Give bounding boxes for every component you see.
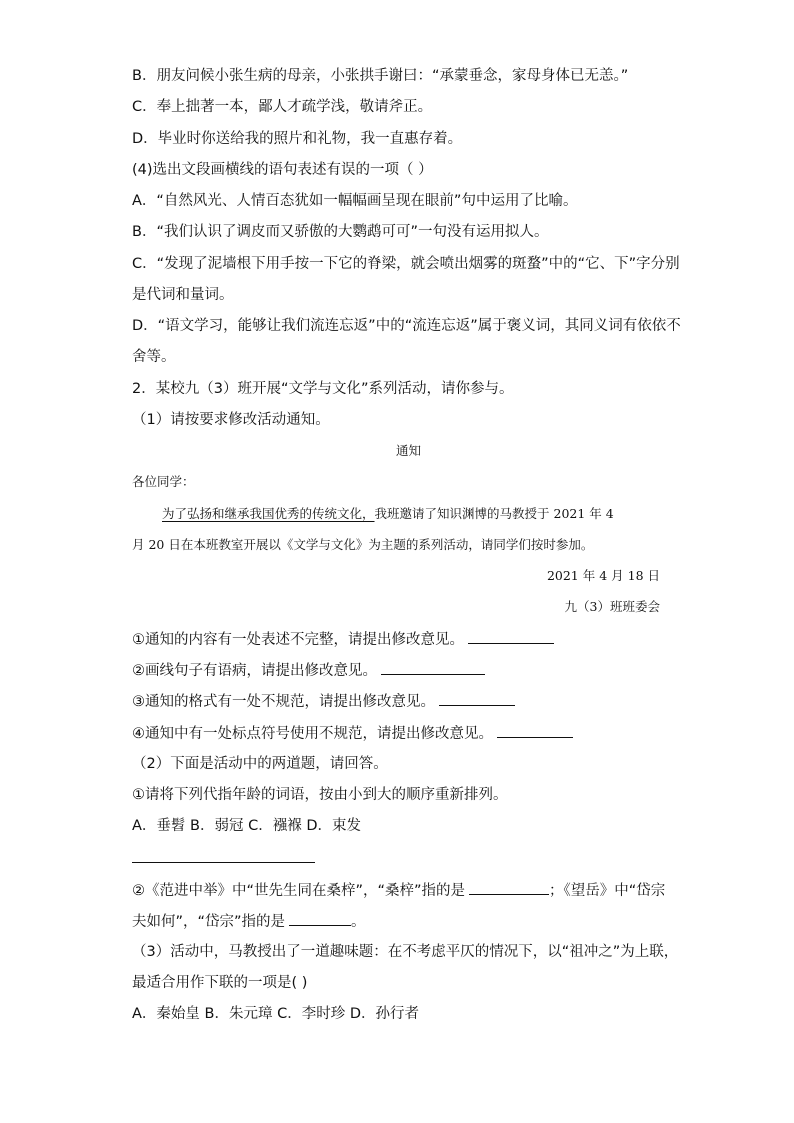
notice-body-line1 bbox=[162, 504, 614, 524]
q2-sub2-stem: （2）下面是活动中的两道题，请回答。 bbox=[132, 756, 388, 772]
q4-option-c-line2: 是代词和量词。 bbox=[132, 287, 234, 303]
answer-blank-4[interactable] bbox=[497, 723, 573, 738]
q2-sub3-options: A．秦始皇 B．朱元璋 C．李时珍 D．孙行者 bbox=[132, 1006, 419, 1022]
option-d-etiquette: D．毕业时你送给我的照片和礼物，我一直惠存着。 bbox=[132, 131, 463, 147]
q2-sub3-line1: （3）活动中，马教授出了一道趣味题：在不考虑平仄的情况下，以“祖冲之”为上联， bbox=[132, 944, 679, 960]
q4-option-c-line1: C．“发现了泥墙根下用手按一下它的脊梁，就会喷出烟雾的斑蝥”中的“它、下”字分别 bbox=[132, 256, 680, 272]
notice-title: 通知 bbox=[396, 443, 422, 458]
q4-option-d-line1: D．“语文学习，能够让我们流连忘返”中的“流连忘返”属于褒义词，其同义词有依依不 bbox=[132, 318, 681, 334]
q2-sub2-item-2-line2: 夫如何”，“岱宗”指的是 。 bbox=[132, 911, 366, 932]
q2-sub2-item-2-line1: ②《范进中举》中“世先生同在桑梓”，“桑梓”指的是 ；《望岳》中“岱宗 bbox=[132, 880, 665, 901]
q2-item-1: ①通知的内容有一处表述不完整，请提出修改意见。 bbox=[132, 629, 554, 650]
notice-underlined-sentence: 为了弘扬和继承我国优秀的传统文化， bbox=[162, 506, 375, 521]
answer-blank-2[interactable] bbox=[381, 660, 485, 675]
notice-greeting: 各位同学： bbox=[132, 474, 195, 489]
answer-blank-daizong[interactable] bbox=[289, 911, 351, 926]
q2-item-4: ④通知中有一处标点符号使用不规范，请提出修改意见。 bbox=[132, 723, 573, 744]
answer-blank-1[interactable] bbox=[468, 629, 554, 644]
question-4-stem: (4)选出文段画横线的语句表述有误的一项（ ） bbox=[132, 162, 433, 178]
answer-blank-sangzi[interactable] bbox=[469, 880, 549, 895]
q2-item-3: ③通知的格式有一处不规范，请提出修改意见。 bbox=[132, 691, 515, 712]
answer-blank-3[interactable] bbox=[439, 691, 515, 706]
q2-sub2-options: A．垂髫 B．弱冠 C．襁褓 D．束发 bbox=[132, 818, 361, 834]
notice-date: 2021 年 4 月 18 日 bbox=[546, 568, 660, 583]
notice-body-rest: 我班邀请了知识渊博的马教授于 2021 年 4 bbox=[374, 506, 614, 521]
option-c-etiquette: C．奉上拙著一本，鄙人才疏学浅，敬请斧正。 bbox=[132, 99, 433, 115]
question-2-stem: 2．某校九（3）班开展“文学与文化”系列活动，请你参与。 bbox=[132, 381, 514, 397]
q4-option-b: B．“我们认识了调皮而又骄傲的大鹦鹉可可”一句没有运用拟人。 bbox=[132, 224, 549, 240]
option-b-etiquette: B．朋友问候小张生病的母亲，小张拱手谢曰：“承蒙垂念，家母身体已无恙。” bbox=[132, 68, 629, 84]
notice-sender: 九（3）班班委会 bbox=[564, 599, 660, 614]
q2-sub2-item-1: ①请将下列代指年龄的词语，按由小到大的顺序重新排列。 bbox=[132, 787, 508, 803]
question-2-sub1: （1）请按要求修改活动通知。 bbox=[132, 412, 330, 428]
q4-option-d-line2: 舍等。 bbox=[132, 349, 176, 365]
q2-item-2: ②画线句子有语病，请提出修改意见。 bbox=[132, 660, 485, 681]
answer-line-ordering[interactable] bbox=[132, 862, 315, 863]
q4-option-a: A．“自然风光、人情百态犹如一幅幅画呈现在眼前”句中运用了比喻。 bbox=[132, 193, 578, 209]
q2-sub3-line2: 最适合用作下联的一项是( ) bbox=[132, 975, 308, 991]
notice-body-line2: 月 20 日在本班教室开展以《文学与文化》为主题的系列活动，请同学们按时参加。 bbox=[132, 537, 594, 552]
